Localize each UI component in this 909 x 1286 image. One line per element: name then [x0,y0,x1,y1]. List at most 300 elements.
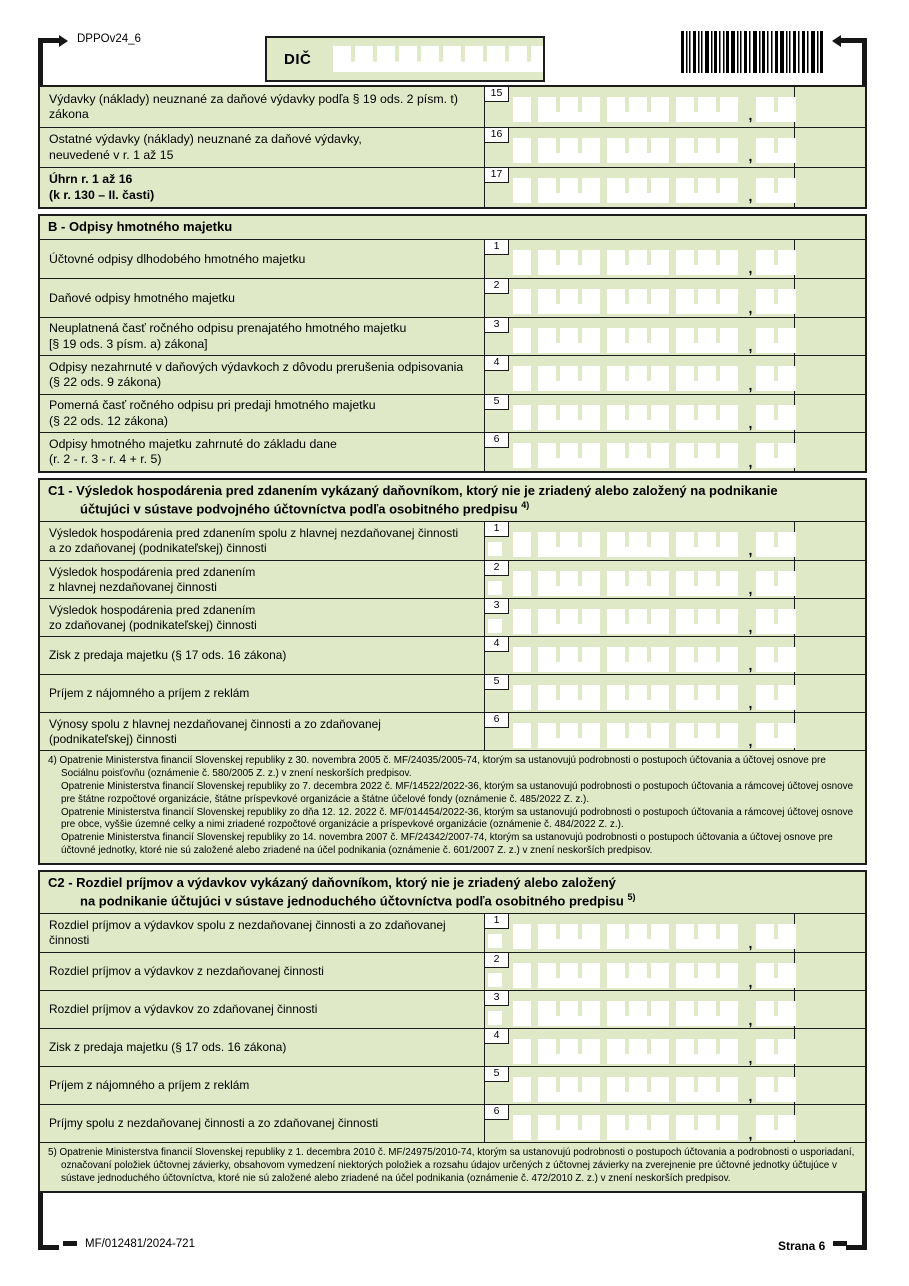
row-label-line1: Výsledok hospodárenia pred zdanením [49,602,256,617]
amount-digit-group[interactable] [676,289,738,314]
amount-field [485,87,794,127]
row-number-box: 2 [484,560,509,576]
form-row [40,522,865,560]
amount-digit-cell[interactable] [513,1077,531,1102]
amount-digit-group[interactable] [538,366,600,391]
amount-digit-cell[interactable] [513,443,531,468]
amount-digit-cell[interactable] [513,250,531,275]
official-use-cell [794,356,865,394]
row-label [40,991,485,1028]
amount-digit-group[interactable] [676,963,738,988]
decimal-comma: , [748,415,753,432]
amount-digit-group[interactable] [676,405,738,430]
row-label [40,953,485,990]
footnote-paragraph: Opatrenie Ministerstva financií Slovenskej republiky zo 14. novembra 2007 č. MF/24342/2007-74, ktorým sa ustanovujú podrobnosti o postupoch účtovania a účtovej osnove pre účtovné jednotky, ktoré nie sú založené alebo zriadené na účel podnikania (oznámenie č. 601/2007 Z. z.) v znení neskorších predpisov. [61,832,833,857]
amount-input[interactable] [513,405,796,430]
amount-input[interactable] [513,647,796,672]
amount-field [485,318,794,356]
amount-digit-cell[interactable] [513,328,531,353]
section-c2-title-line1: C2 - Rozdiel príjmov a výdavkov vykázaný daňovníkom, ktorý nie je zriadený alebo založený [48,875,616,890]
amount-digit-group[interactable] [607,289,669,314]
row-number-box: 4 [484,355,509,371]
cents-digit-group[interactable] [756,443,796,468]
decimal-comma: , [748,542,753,559]
form-row [40,636,865,674]
amount-field [485,240,794,279]
official-use-cell [794,713,865,750]
row-label [40,675,485,712]
corner-mark-bottom-left [38,1193,43,1250]
amount-digit-cell[interactable] [513,609,531,634]
section-c2-title [40,872,865,914]
amount-digit-group[interactable] [607,1115,669,1140]
row-label-line1: Neuplatnená časť ročného odpisu prenajatého hmotného majetku [49,321,407,336]
decimal-comma: , [748,934,753,951]
decimal-comma: , [748,188,753,205]
cents-digit-group[interactable] [756,328,796,353]
amount-digit-group[interactable] [538,1077,600,1102]
amount-digit-cell[interactable] [513,1115,531,1140]
amount-digit-group[interactable] [538,405,600,430]
amount-digit-group[interactable] [607,1039,669,1064]
sign-cell[interactable] [488,619,502,633]
row-label-line2: zákona [49,107,89,121]
sign-cell[interactable] [488,1011,502,1025]
footnote-ref: 5) [627,891,636,902]
row-label-line1: Pomerná časť ročného odpisu pri predaji hmotného majetku [49,398,376,413]
decimal-comma: , [748,1011,753,1028]
amount-digit-group[interactable] [607,1001,669,1026]
cents-digit-group[interactable] [756,289,796,314]
cents-digit-group[interactable] [756,1039,796,1064]
footnote-paragraph: Opatrenie Ministerstva financií Slovenskej republiky zo dňa 12. 12. 2022 č. MF/014454/2022-36, ktorým sa ustanovujú podrobnosti o postupoch účtovania a rámcovej účtovej osnove pre obce, vyššie územné celky a nimi zriadené rozpočtové organizácie a príspevkové organizácie (oznámenie č. 484/2022 Z. z.). [61,806,854,831]
decimal-comma: , [748,376,753,393]
arrow-right-icon [59,35,68,47]
form-row [40,598,865,636]
amount-field [485,713,794,750]
amount-field [485,168,794,207]
row-label-line1: Účtovné odpisy dlhodobého hmotného majetku [49,251,306,266]
cents-digit-group[interactable] [756,685,796,710]
section-c1-title-line1: C1 - Výsledok hospodárenia pred zdanením vykázaný daňovníkom, ktorý nie je zriadený alebo založený na podnikanie [48,482,778,498]
amount-field [485,637,794,674]
amount-digit-group[interactable] [676,571,738,596]
row-label [40,395,485,433]
cents-digit-group[interactable] [756,924,796,949]
amount-input[interactable] [513,1115,796,1140]
amount-digit-group[interactable] [607,405,669,430]
row-label [40,128,485,167]
official-use-cell [794,395,865,433]
amount-digit-group[interactable] [676,647,738,672]
amount-input[interactable] [513,1077,796,1102]
row-label-line1: Príjem z nájomného a príjem z reklám [49,686,250,701]
page-number: Strana 6 [778,1239,826,1253]
amount-digit-group[interactable] [607,963,669,988]
amount-field [485,991,794,1028]
form-row [40,278,865,317]
amount-digit-group[interactable] [676,532,738,557]
row-label-line1: Výdavky (náklady) neuznané za daňové výdavky podľa § 19 ods. 2 písm. t) [49,91,458,106]
amount-input[interactable] [513,1001,796,1026]
amount-digit-group[interactable] [676,250,738,275]
amount-digit-cell[interactable] [513,405,531,430]
form-row [40,1066,865,1104]
amount-digit-cell[interactable] [513,97,531,122]
amount-digit-cell[interactable] [513,289,531,314]
table-expenses-summary [38,85,867,209]
form-row [40,87,865,127]
amount-digit-cell[interactable] [513,1039,531,1064]
row-label-line2: (k r. 130 – II. časti) [49,187,155,202]
amount-digit-group[interactable] [538,328,600,353]
row-label-line1: Rozdiel príjmov a výdavkov z nezdaňovanej činnosti [49,964,324,979]
row-number-box: 6 [484,1104,509,1120]
cents-digit-group[interactable] [756,963,796,988]
decimal-comma: , [748,657,753,674]
amount-digit-group[interactable] [607,571,669,596]
section-b-title: B - Odpisy hmotného majetku [40,216,865,240]
amount-input[interactable] [513,963,796,988]
amount-input[interactable] [513,366,796,391]
amount-digit-group[interactable] [538,1115,600,1140]
row-label-line2: (r. 2 - r. 3 - r. 4 + r. 5) [49,452,162,467]
form-row [40,952,865,990]
official-use-cell [794,637,865,674]
footnote-paragraph: 5) Opatrenie Ministerstva financií Slovenskej republiky z 1. decembra 2010 č. MF/24975/2010-74, ktorým sa ustanovujú podrobnosti o postupoch účtovania a podrobnosti o usporiadaní, označovaní položiek účtovnej závierky, obsahovom vymedzení niektorých položiek a rozsahu údajov určených z účtovnej závierky na zverejnenie pre účtovné jednotky účtujúce v sústave jednoduchého účtovníctva, ktoré nie sú založené alebo zriadené na účel podnikania (oznámenie č. 472/2010 Z. z.) v znení neskorších predpisov. [48,1147,855,1184]
amount-digit-group[interactable] [676,1115,738,1140]
amount-digit-group[interactable] [676,97,738,122]
amount-input[interactable] [513,328,796,353]
form-row [40,240,865,279]
cents-digit-group[interactable] [756,405,796,430]
row-label [40,318,485,356]
amount-digit-group[interactable] [538,1039,600,1064]
row-label-line1: Príjem z nájomného a príjem z reklám [49,1078,250,1093]
form-row [40,914,865,952]
form-row [40,1028,865,1066]
row-number-box: 1 [484,239,509,255]
amount-input[interactable] [513,685,796,710]
amount-input[interactable] [513,289,796,314]
row-label-line1: Odpisy nezahrnuté v daňových výdavkoch z dôvodu prerušenia odpisovania [49,359,464,374]
amount-input[interactable] [513,138,796,163]
amount-digit-cell[interactable] [513,178,531,203]
official-use-cell [794,240,865,279]
row-label-line1: Odpisy hmotného majetku zahrnuté do základu dane [49,436,337,451]
dic-input[interactable] [333,46,543,72]
decimal-comma: , [748,581,753,598]
amount-field [485,953,794,990]
official-use-cell [794,168,865,207]
amount-digit-group[interactable] [607,443,669,468]
row-label [40,168,485,207]
corner-mark-bottom-left-h [38,1245,59,1250]
form-row [40,317,865,356]
row-label-line2: a zo zdaňovanej (podnikateľskej) činnosti [49,541,267,555]
amount-digit-cell[interactable] [513,685,531,710]
row-label [40,240,485,279]
amount-digit-group[interactable] [538,924,600,949]
row-number-box: 6 [484,712,509,728]
cents-digit-group[interactable] [756,609,796,634]
row-number-box: 17 [484,167,509,183]
amount-digit-group[interactable] [607,250,669,275]
row-label-line1: Zisk z predaja majetku (§ 17 ods. 16 zákona) [49,648,287,663]
decimal-comma: , [748,619,753,636]
row-label-line1: Zisk z predaja majetku (§ 17 ods. 16 zákona) [49,1040,287,1055]
sign-cell[interactable] [488,934,502,948]
official-use-cell [794,914,865,952]
cents-digit-group[interactable] [756,178,796,203]
official-use-cell [794,1067,865,1104]
amount-digit-group[interactable] [607,924,669,949]
row-label [40,561,485,598]
amount-digit-group[interactable] [607,366,669,391]
row-label-line1: Rozdiel príjmov a výdavkov zo zdaňovanej činnosti [49,1002,318,1017]
official-use-cell [794,522,865,560]
decimal-comma: , [748,733,753,750]
row-number-box: 3 [484,598,509,614]
row-label-line2: neuvedené v r. 1 až 15 [49,147,174,162]
amount-digit-group[interactable] [607,532,669,557]
amount-digit-group[interactable] [676,1077,738,1102]
amount-digit-group[interactable] [607,609,669,634]
amount-field [485,1029,794,1066]
official-use-cell [794,318,865,356]
amount-digit-group[interactable] [676,685,738,710]
amount-digit-group[interactable] [538,1001,600,1026]
form-row [40,712,865,750]
row-number-box: 15 [484,86,509,102]
cents-digit-group[interactable] [756,366,796,391]
row-label-line1: Výsledok hospodárenia pred zdanením [49,564,256,579]
row-number-box: 4 [484,1028,509,1044]
cents-digit-group[interactable] [756,723,796,748]
form-row [40,355,865,394]
footnote-4 [40,750,865,863]
amount-field [485,522,794,560]
amount-digit-cell[interactable] [513,366,531,391]
row-label-line2: (§ 22 ods. 12 zákona) [49,413,168,428]
row-number-box: 2 [484,952,509,968]
official-use-cell [794,675,865,712]
form-row [40,1104,865,1142]
table-section-b [38,214,867,473]
form-row [40,432,865,471]
amount-digit-cell[interactable] [513,723,531,748]
amount-field [485,279,794,317]
decimal-comma: , [748,338,753,355]
official-use-cell [794,128,865,167]
amount-digit-group[interactable] [607,178,669,203]
row-label [40,1105,485,1142]
amount-digit-group[interactable] [607,723,669,748]
section-c1-title-line2: účtujúci v sústave podvojného účtovníctva podľa osobitného predpisu $^{4)}$ [80,499,530,517]
row-label-line2: činnosti [49,933,90,948]
amount-input[interactable] [513,97,796,122]
table-section-c1 [38,478,867,865]
amount-digit-group[interactable] [676,1039,738,1064]
amount-field [485,433,794,471]
amount-digit-group[interactable] [607,647,669,672]
amount-input[interactable] [513,532,796,557]
form-row [40,394,865,433]
amount-digit-group[interactable] [676,328,738,353]
row-number-box: 1 [484,913,509,929]
amount-field [485,561,794,598]
amount-digit-group[interactable] [607,97,669,122]
corner-mark-bottom-left-stub [63,1241,77,1246]
amount-digit-group[interactable] [538,443,600,468]
cents-digit-group[interactable] [756,1001,796,1026]
amount-digit-group[interactable] [538,571,600,596]
amount-digit-group[interactable] [538,178,600,203]
amount-input[interactable] [513,178,796,203]
row-label [40,1029,485,1066]
row-number-box: 5 [484,394,509,410]
section-c1-title [40,480,865,522]
decimal-comma: , [748,695,753,712]
amount-input[interactable] [513,250,796,275]
amount-digit-group[interactable] [538,647,600,672]
row-label [40,433,485,471]
dic-box [265,36,545,82]
amount-input[interactable] [513,1039,796,1064]
amount-digit-group[interactable] [538,97,600,122]
row-number-box: 6 [484,432,509,448]
cents-digit-group[interactable] [756,97,796,122]
amount-input[interactable] [513,723,796,748]
footnote-paragraph: Opatrenie Ministerstva financií Slovenskej republiky zo 7. decembra 2022 č. MF/14522/2022-36, ktorým sa ustanovujú podrobnosti o postupoch účtovania a rámcovej účtovej osnove pre štátne rozpočtové organizácie, štátne príspevkové organizácie a štátne účelové fondy (oznámenie č. 485/2022 Z. z.). [61,780,854,805]
row-label-line2: z hlavnej nezdaňovanej činnosti [49,579,217,594]
amount-field [485,1105,794,1142]
row-label-line2: [§ 19 ods. 3 písm. a) zákona] [49,336,208,351]
amount-digit-group[interactable] [676,138,738,163]
official-use-cell [794,599,865,636]
sign-cell[interactable] [488,581,502,595]
amount-digit-group[interactable] [607,685,669,710]
row-number-box: 3 [484,317,509,333]
corner-mark-bottom-right-stub [833,1241,847,1246]
sign-cell[interactable] [488,973,502,987]
row-label [40,87,485,127]
official-use-cell [794,991,865,1028]
amount-input[interactable] [513,609,796,634]
amount-digit-group[interactable] [676,366,738,391]
amount-digit-group[interactable] [538,685,600,710]
official-use-cell [794,87,865,127]
amount-digit-group[interactable] [538,723,600,748]
form-version-code: DPPOv24_6 [77,33,141,45]
decimal-comma: , [748,148,753,165]
amount-digit-cell[interactable] [513,924,531,949]
amount-digit-group[interactable] [676,723,738,748]
amount-input[interactable] [513,443,796,468]
amount-field [485,675,794,712]
amount-digit-group[interactable] [538,138,600,163]
footnote-paragraph: 4) Opatrenie Ministerstva financií Slovenskej republiky z 30. novembra 2005 č. MF/24035/2005-74, ktorým sa ustanovujú podrobnosti o postupoch účtovania a účtovej osnove pre Sociálnu poisťovňu (oznámenie č. 580/2005 Z. z.) v znení neskorších predpisov. [48,755,826,779]
amount-field [485,599,794,636]
decimal-comma: , [748,107,753,124]
cents-digit-group[interactable] [756,1077,796,1102]
cents-digit-group[interactable] [756,138,796,163]
amount-digit-group[interactable] [607,138,669,163]
decimal-comma: , [748,973,753,990]
amount-digit-group[interactable] [538,963,600,988]
form-row [40,674,865,712]
amount-field [485,1067,794,1104]
sign-cell[interactable] [488,542,502,556]
cents-digit-group[interactable] [756,532,796,557]
barcode [681,31,823,73]
row-label [40,356,485,394]
cents-digit-group[interactable] [756,1115,796,1140]
amount-field [485,395,794,433]
amount-field [485,914,794,952]
row-label [40,637,485,674]
amount-digit-group[interactable] [538,532,600,557]
row-label [40,914,485,952]
form-row [40,990,865,1028]
amount-digit-cell[interactable] [513,647,531,672]
amount-input[interactable] [513,571,796,596]
amount-digit-cell[interactable] [513,1001,531,1026]
row-label [40,599,485,636]
amount-digit-group[interactable] [538,250,600,275]
footnote-ref: 4) [521,499,530,510]
amount-field [485,128,794,167]
row-label [40,713,485,750]
decimal-comma: , [748,299,753,316]
amount-digit-cell[interactable] [513,571,531,596]
decimal-comma: , [748,1049,753,1066]
amount-digit-cell[interactable] [513,532,531,557]
amount-digit-group[interactable] [538,609,600,634]
row-number-box: 4 [484,636,509,652]
row-label-line1: Úhrn r. 1 až 16 [49,172,133,187]
amount-digit-group[interactable] [676,1001,738,1026]
amount-digit-group[interactable] [538,289,600,314]
amount-digit-group[interactable] [676,924,738,949]
cents-digit-group[interactable] [756,571,796,596]
amount-digit-cell[interactable] [513,963,531,988]
amount-digit-group[interactable] [607,1077,669,1102]
amount-digit-cell[interactable] [513,138,531,163]
section-c2-title-line2: na podnikanie účtujúci v sústave jednoduchého účtovníctva podľa osobitného predpisu $^{5)}$ [80,891,636,909]
corner-mark-top-left-h [38,38,59,43]
row-label-line2: (§ 22 ods. 9 zákona) [49,375,162,390]
row-label-line2: zo zdaňovanej (podnikateľskej) činnosti [49,617,257,632]
amount-input[interactable] [513,924,796,949]
row-label [40,1067,485,1104]
amount-digit-group[interactable] [676,609,738,634]
row-number-box: 1 [484,521,509,537]
row-label-line2: (podnikateľskej) činnosti [49,731,177,746]
footnote-5 [40,1142,865,1191]
decimal-comma: , [748,260,753,277]
row-label-line1: Príjmy spolu z nezdaňovanej činnosti a zo zdaňovanej činnosti [49,1116,379,1131]
row-number-box: 16 [484,127,509,143]
decimal-comma: , [748,1125,753,1142]
cents-digit-group[interactable] [756,647,796,672]
amount-digit-group[interactable] [676,178,738,203]
amount-digit-group[interactable] [607,328,669,353]
official-use-cell [794,1029,865,1066]
amount-digit-group[interactable] [676,443,738,468]
cents-digit-group[interactable] [756,250,796,275]
form-row [40,127,865,167]
